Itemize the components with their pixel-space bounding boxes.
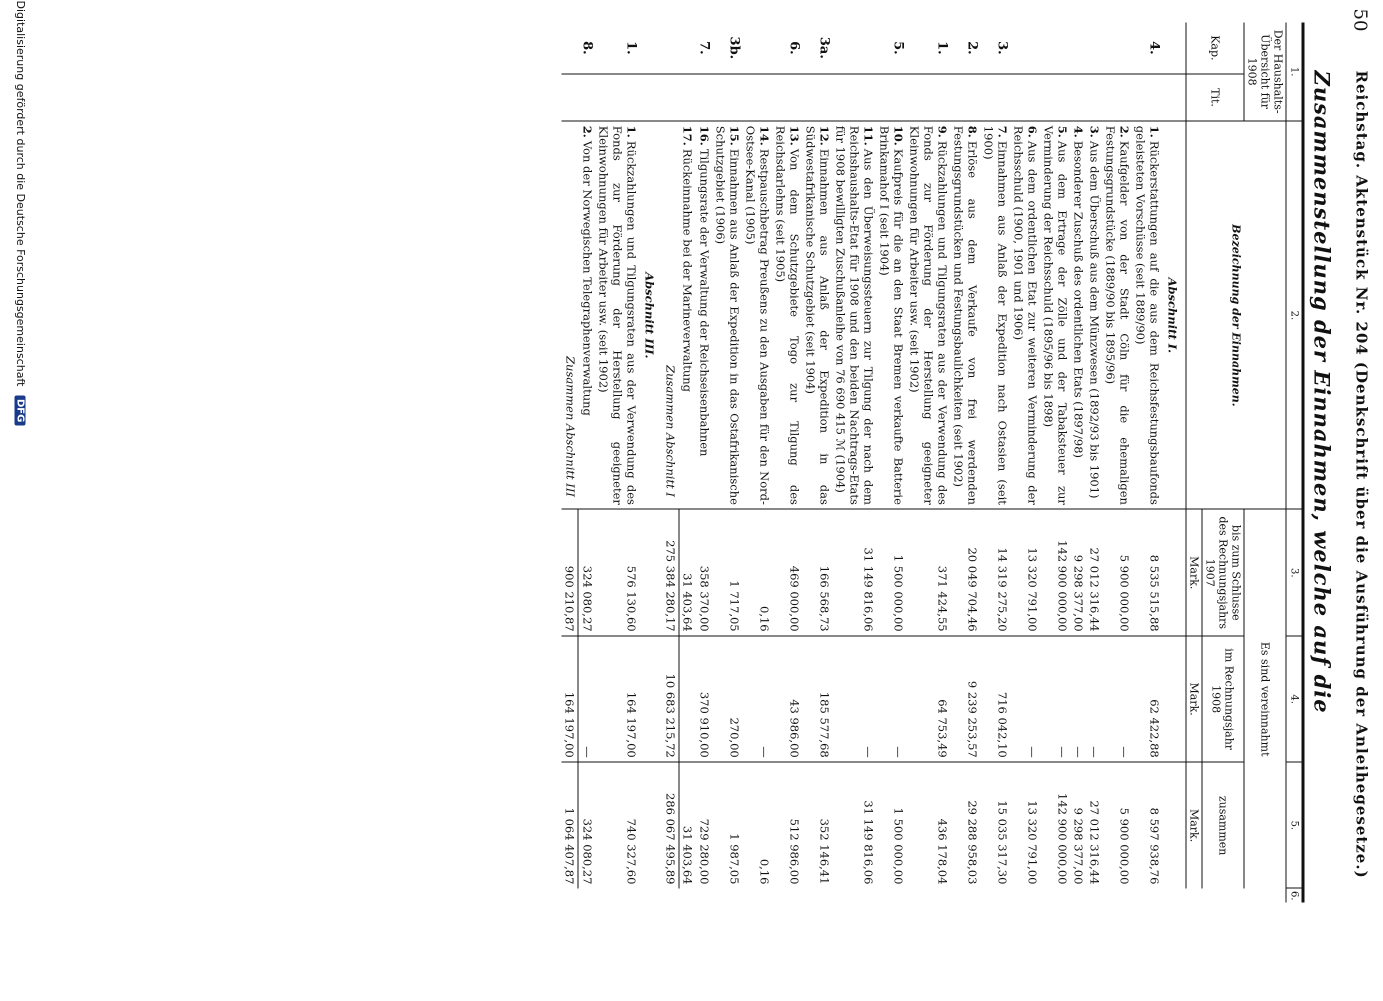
table-row: [743, 23, 773, 903]
item-description: Einnahmen aus Anlaß der Expedition nach Ostasien (seit 1900): [981, 125, 1010, 505]
amount-col6: 740 327,60: [624, 818, 639, 885]
tit-cell: [596, 74, 640, 122]
kap-cell: [1163, 23, 1187, 74]
col-number-2: 2.: [1286, 121, 1303, 509]
amount-col5: 370 910,00: [696, 636, 713, 762]
amount-col5: 64 753,49: [907, 636, 951, 762]
dfg-logo: DFG: [15, 396, 26, 425]
header-col6: zusammen: [1202, 762, 1244, 888]
item-number: 16.: [697, 125, 712, 146]
description-cell: [1087, 121, 1103, 509]
amount-col5: [679, 636, 696, 762]
amount-col4: 142 900 000,00: [1041, 509, 1071, 636]
amount-col4: 576 130,60: [596, 509, 640, 636]
header-unit-6: Mark.: [1186, 762, 1202, 888]
amount-col6: 13 320 791,00: [1025, 800, 1040, 885]
item-description: Besonderer Zuschuß des ordentlichen Etats (1897/98): [1071, 140, 1086, 459]
description-cell: [1041, 121, 1071, 509]
item-number: 4.: [1071, 125, 1086, 138]
total-col5: 10 683 215,72: [663, 636, 680, 762]
item-number: 1.: [1147, 125, 1162, 138]
kap-cell: [1011, 23, 1041, 74]
table-row: [579, 23, 596, 903]
kap-cell: 2.: [951, 23, 981, 74]
header-description: Bezeichnung der Einnahmen.: [1186, 121, 1286, 509]
empty-cell: [1163, 636, 1187, 762]
tit-cell: [803, 74, 833, 122]
amount-col4: 31 149 816,06: [833, 509, 877, 636]
header-unit-4: Mark.: [1186, 509, 1202, 636]
col-number-3: 3.: [1286, 509, 1303, 636]
table-row: [1087, 23, 1103, 903]
tit-cell: [562, 74, 579, 122]
total-row: [562, 23, 579, 903]
header-col4: bis zum Schlusse des Rechnungsjahrs 1907: [1202, 509, 1244, 636]
kap-cell: [1087, 23, 1103, 74]
table-row: [1071, 23, 1087, 903]
tit-cell: [773, 74, 803, 122]
description-cell: [596, 121, 640, 509]
amount-col6: 9 298 377,00: [1071, 807, 1086, 885]
document-page: [0, 1, 1383, 1001]
tit-cell: [743, 74, 773, 122]
tit-cell: [1087, 74, 1103, 122]
item-number: 9.: [935, 125, 950, 138]
kap-cell: 7.: [696, 23, 713, 74]
kap-cell: [1103, 23, 1133, 74]
amount-col4: 20 049 704,46: [951, 509, 981, 636]
total-col6: 286 067 495,89: [663, 762, 680, 888]
amount-col6: 8 597 938,76: [1147, 807, 1162, 885]
amount-col6: 27 012 316,44: [1087, 800, 1102, 885]
kap-cell: 3.: [981, 23, 1011, 74]
description-cell: [1011, 121, 1041, 509]
amount-col5: 62 422,88: [1133, 636, 1163, 762]
item-description: Einnahmen aus Anlaß der Expedition in das Ostafrikanische Schutzgebiet (1906): [713, 125, 742, 505]
description-cell: [833, 121, 877, 509]
amount-col4: 358 370,00: [696, 509, 713, 636]
table-row: [1041, 23, 1071, 903]
description-cell: [1133, 121, 1163, 509]
item-description: Kaufpreis für die an den Staat Bremen verkaufte Batterie Brinkamahof I (seit 1904): [877, 125, 906, 505]
kap-cell: [743, 23, 773, 74]
table-row: [951, 23, 981, 903]
amount-col6: 352 146,41: [817, 818, 832, 885]
kap-cell: 8.: [579, 23, 596, 74]
amount-col5: —: [1071, 636, 1087, 762]
amount-col5: 9 239 253,57: [951, 636, 981, 762]
item-number: 13.: [787, 125, 802, 146]
table-row: [877, 23, 907, 903]
kap-cell: 4.: [1133, 23, 1163, 74]
amount-col5: 164 197,00: [596, 636, 640, 762]
amount-col4: 1 500 000,00: [877, 509, 907, 636]
kap-cell: [833, 23, 877, 74]
col-number-6: 6.: [1286, 888, 1303, 902]
total-col6: 1 064 407,87: [562, 762, 579, 888]
amount-col5: —: [579, 636, 596, 762]
amount-col5: 716 042,10: [981, 636, 1011, 762]
amount-col5: —: [877, 636, 907, 762]
tit-cell: [1011, 74, 1041, 122]
table-row: [1103, 23, 1133, 903]
column-number-row: [1286, 23, 1303, 903]
header-tit: Tit.: [1186, 74, 1244, 122]
tit-cell: [1071, 74, 1087, 122]
amount-col6: 31 403,64: [680, 825, 695, 885]
kap-cell: 5.: [877, 23, 907, 74]
item-description: Erlöse aus dem Verkaufe von frei werdenden Festungsgrundstücken und Festungsbaulichkeiten (seit 1902): [951, 125, 980, 505]
amount-col4: 1 717,05: [713, 509, 743, 636]
revenue-table: [562, 23, 1305, 903]
total-col4: 900 210,87: [562, 509, 579, 636]
kap-cell: [640, 23, 663, 74]
amount-col4: 0,16: [743, 509, 773, 636]
table-row: [981, 23, 1011, 903]
table-row: [1011, 23, 1041, 903]
table-row: [679, 23, 696, 903]
tit-cell: [696, 74, 713, 122]
kap-cell: [679, 23, 696, 74]
item-number: 8.: [965, 125, 980, 138]
kap-cell: [663, 23, 680, 74]
item-description: Rückzahlungen und Tilgungsraten aus der Verwendung des Fonds zur Förderung der Herstellung geeigneter Kleinwohnungen für Arbeiter usw. (seit 1902): [596, 125, 639, 505]
amount-col6: 31 149 816,06: [861, 800, 876, 885]
item-description: Aus den Überweisungssteuern zur Tilgung der nach dem Reichshaushalts-Etat für 1908 und den beiden Nachtrags-Etats für 1908 bewilligten Zuschußanleihe von 76 690 415 ℳ (1904): [833, 125, 876, 505]
amount-col6: 142 900 000,00: [1055, 793, 1070, 885]
empty-cell: [640, 636, 663, 762]
section-heading-row: [1163, 23, 1187, 903]
table-row: [596, 23, 640, 903]
tit-cell: [1133, 74, 1163, 122]
table-row: [696, 23, 713, 903]
description-cell: [696, 121, 713, 509]
empty-cell: [1163, 762, 1187, 888]
item-description: Aus dem Ertrage der Zölle und der Tabaksteuer zur Verminderung der Reichsschuld (1895/96 bis 1898): [1041, 125, 1070, 505]
amount-col5: —: [1103, 636, 1133, 762]
tit-cell: [663, 74, 680, 122]
item-description: Aus dem Überschuß aus dem Münzwesen (1892/93 bis 1901): [1087, 140, 1102, 499]
tit-cell: [579, 74, 596, 122]
tit-cell: [1041, 74, 1071, 122]
kap-cell: [1041, 23, 1071, 74]
amount-col6: 29 288 958,03: [965, 800, 980, 885]
col-number-1: 1.: [1286, 23, 1303, 122]
item-number: 10.: [891, 125, 906, 146]
item-description: Restpauschbetrag Preußens zu den Ausgaben für den Nord-Ostsee-Kanal (1905): [743, 125, 772, 505]
item-description: Einnahmen aus Anlaß der Expedition in das Südwestafrikanische Schutzgebiet (seit 1904): [803, 125, 832, 505]
kap-cell: 3b.: [713, 23, 743, 74]
item-description: Tilgungsrate der Verwaltung der Reichseisenbahnen: [697, 148, 712, 457]
amount-col5: —: [1041, 636, 1071, 762]
table-row: [713, 23, 743, 903]
col-number-4: 4.: [1286, 636, 1303, 762]
amount-col5: 43 986,00: [773, 636, 803, 762]
tit-cell: [833, 74, 877, 122]
amount-col4: 27 012 316,44: [1087, 509, 1103, 636]
tit-cell: [679, 74, 696, 122]
header-kap: Kap.: [1186, 23, 1244, 74]
table-body: [562, 23, 1186, 903]
amount-col5: 270,00: [713, 636, 743, 762]
kap-cell: 6.: [773, 23, 803, 74]
description-cell: [1071, 121, 1087, 509]
item-description: Rückeinnahme bei der Marineverwaltung: [680, 148, 695, 393]
table-row: [833, 23, 877, 903]
section-heading-row: [640, 23, 663, 903]
tit-cell: [640, 74, 663, 122]
item-number: 5.: [1055, 125, 1070, 138]
description-cell: [907, 121, 951, 509]
amount-col4: 324 080,27: [579, 509, 596, 636]
kap-cell: 1.: [907, 23, 951, 74]
amount-col5: 185 577,68: [803, 636, 833, 762]
tit-cell: [713, 74, 743, 122]
amount-col4: 371 424,55: [907, 509, 951, 636]
amount-col5: —: [743, 636, 773, 762]
item-description: Kaufgelder von der Stadt Cöln für die ehemaligen Festungsgrundstücke (1889/90 bis 1895/96): [1103, 125, 1132, 505]
amount-col5: —: [1011, 636, 1041, 762]
amount-col6: 0,16: [757, 858, 772, 885]
item-number: 12.: [817, 125, 832, 146]
amount-col4: 31 403,64: [679, 509, 696, 636]
table-title: Zusammenstellung der Einnahmen, welche auf die: [1309, 70, 1335, 714]
tit-cell: [951, 74, 981, 122]
amount-col6: 5 900 000,00: [1117, 807, 1132, 885]
kap-cell: [1071, 23, 1087, 74]
section-heading: Abschnitt III.: [640, 121, 663, 509]
section-heading: Abschnitt I.: [1163, 121, 1187, 509]
item-number: 3.: [1087, 125, 1102, 138]
amount-col4: 5 900 000,00: [1103, 509, 1133, 636]
amount-col4: 166 568,73: [803, 509, 833, 636]
header-group: Es sind vereinnahmt: [1244, 509, 1286, 888]
item-number: 6.: [1025, 125, 1040, 138]
header-unit-5: Mark.: [1186, 636, 1202, 762]
tit-cell: [907, 74, 951, 122]
digitization-footer: [6, 1, 28, 1001]
col-number-5: 5.: [1286, 762, 1303, 888]
description-cell: [679, 121, 696, 509]
amount-col5: —: [1087, 636, 1103, 762]
amount-col5: —: [833, 636, 877, 762]
amount-col6: 1 987,05: [727, 833, 742, 885]
tit-cell: [1103, 74, 1133, 122]
item-description: Rückzahlungen und Tilgungsraten aus der Verwendung des Fonds zur Förderung der Herstellung geeigneter Kleinwohnungen für Arbeiter usw. (seit 1902): [907, 125, 950, 505]
amount-col6: 436 178,04: [935, 818, 950, 885]
item-number: 14.: [757, 125, 772, 146]
item-number: 17.: [680, 125, 695, 146]
amount-col6: 512 986,00: [787, 818, 802, 885]
amount-col6: 324 080,27: [580, 818, 595, 885]
page-number: 50: [1349, 8, 1371, 32]
amount-col4: 8 535 515,88: [1133, 509, 1163, 636]
description-cell: [713, 121, 743, 509]
table-row: [803, 23, 833, 903]
item-number: 2.: [1117, 125, 1132, 138]
item-description: Rückerstattungen auf die aus dem Reichsfestungsbaufonds geleisteten Vorschüsse (seit 1889/90): [1133, 125, 1162, 505]
total-col5: 164 197,00: [562, 636, 579, 762]
tit-cell: [981, 74, 1011, 122]
running-head: Reichstag. Aktenstück Nr. 204 (Denkschrift über die Ausführung der Anleihegesetze.): [1352, 70, 1371, 879]
footer-text: Digitalisierung gefördert durch die Deutsche Forschungsgemeinschaft: [14, 0, 27, 387]
description-cell: [1103, 121, 1133, 509]
amount-col4: 14 319 275,20: [981, 509, 1011, 636]
amount-col6: 1 500 000,00: [891, 807, 906, 885]
empty-cell: [1163, 509, 1187, 636]
tit-cell: [877, 74, 907, 122]
table-row: [907, 23, 951, 903]
header-overview: Der Haushalts-Übersicht für 1908: [1244, 23, 1286, 122]
total-label: Zusammen Abschnitt I: [663, 121, 680, 509]
item-number: 15.: [727, 125, 742, 146]
amount-col6: 729 280,00: [697, 818, 712, 885]
description-cell: [773, 121, 803, 509]
kap-cell: 3a.: [803, 23, 833, 74]
empty-cell: [640, 762, 663, 888]
tit-cell: [1163, 74, 1187, 122]
empty-cell: [640, 509, 663, 636]
total-row: [663, 23, 680, 903]
amount-col4: 9 298 377,00: [1071, 509, 1087, 636]
description-cell: [877, 121, 907, 509]
kap-cell: 1.: [596, 23, 640, 74]
amount-col4: 13 320 791,00: [1011, 509, 1041, 636]
description-cell: [803, 121, 833, 509]
header-col5: im Rechnungsjahr 1908: [1202, 636, 1244, 762]
kap-cell: [562, 23, 579, 74]
amount-col4: 469 000,00: [773, 509, 803, 636]
description-cell: [981, 121, 1011, 509]
description-cell: [579, 121, 596, 509]
table-row: [1133, 23, 1163, 903]
amount-col6: 15 035 317,30: [995, 800, 1010, 885]
item-description: Von dem Schutzgebiete Togo zur Tilgung des Reichsdarlehns (seit 1905): [773, 125, 802, 505]
item-description: Aus dem ordentlichen Etat zur weiteren Verminderung der Reichsschuld (1900, 1901 und 1906): [1011, 125, 1040, 505]
item-number: 11.: [861, 125, 876, 146]
item-number: 1.: [624, 125, 639, 138]
item-number: 7.: [995, 125, 1010, 138]
item-description: Von der Norwegischen Telegraphenverwaltung: [580, 140, 595, 416]
total-label: Zusammen Abschnitt III: [562, 121, 579, 509]
total-col4: 275 384 280,17: [663, 509, 680, 636]
table-row: [773, 23, 803, 903]
item-number: 2.: [580, 125, 595, 138]
description-cell: [743, 121, 773, 509]
description-cell: [951, 121, 981, 509]
